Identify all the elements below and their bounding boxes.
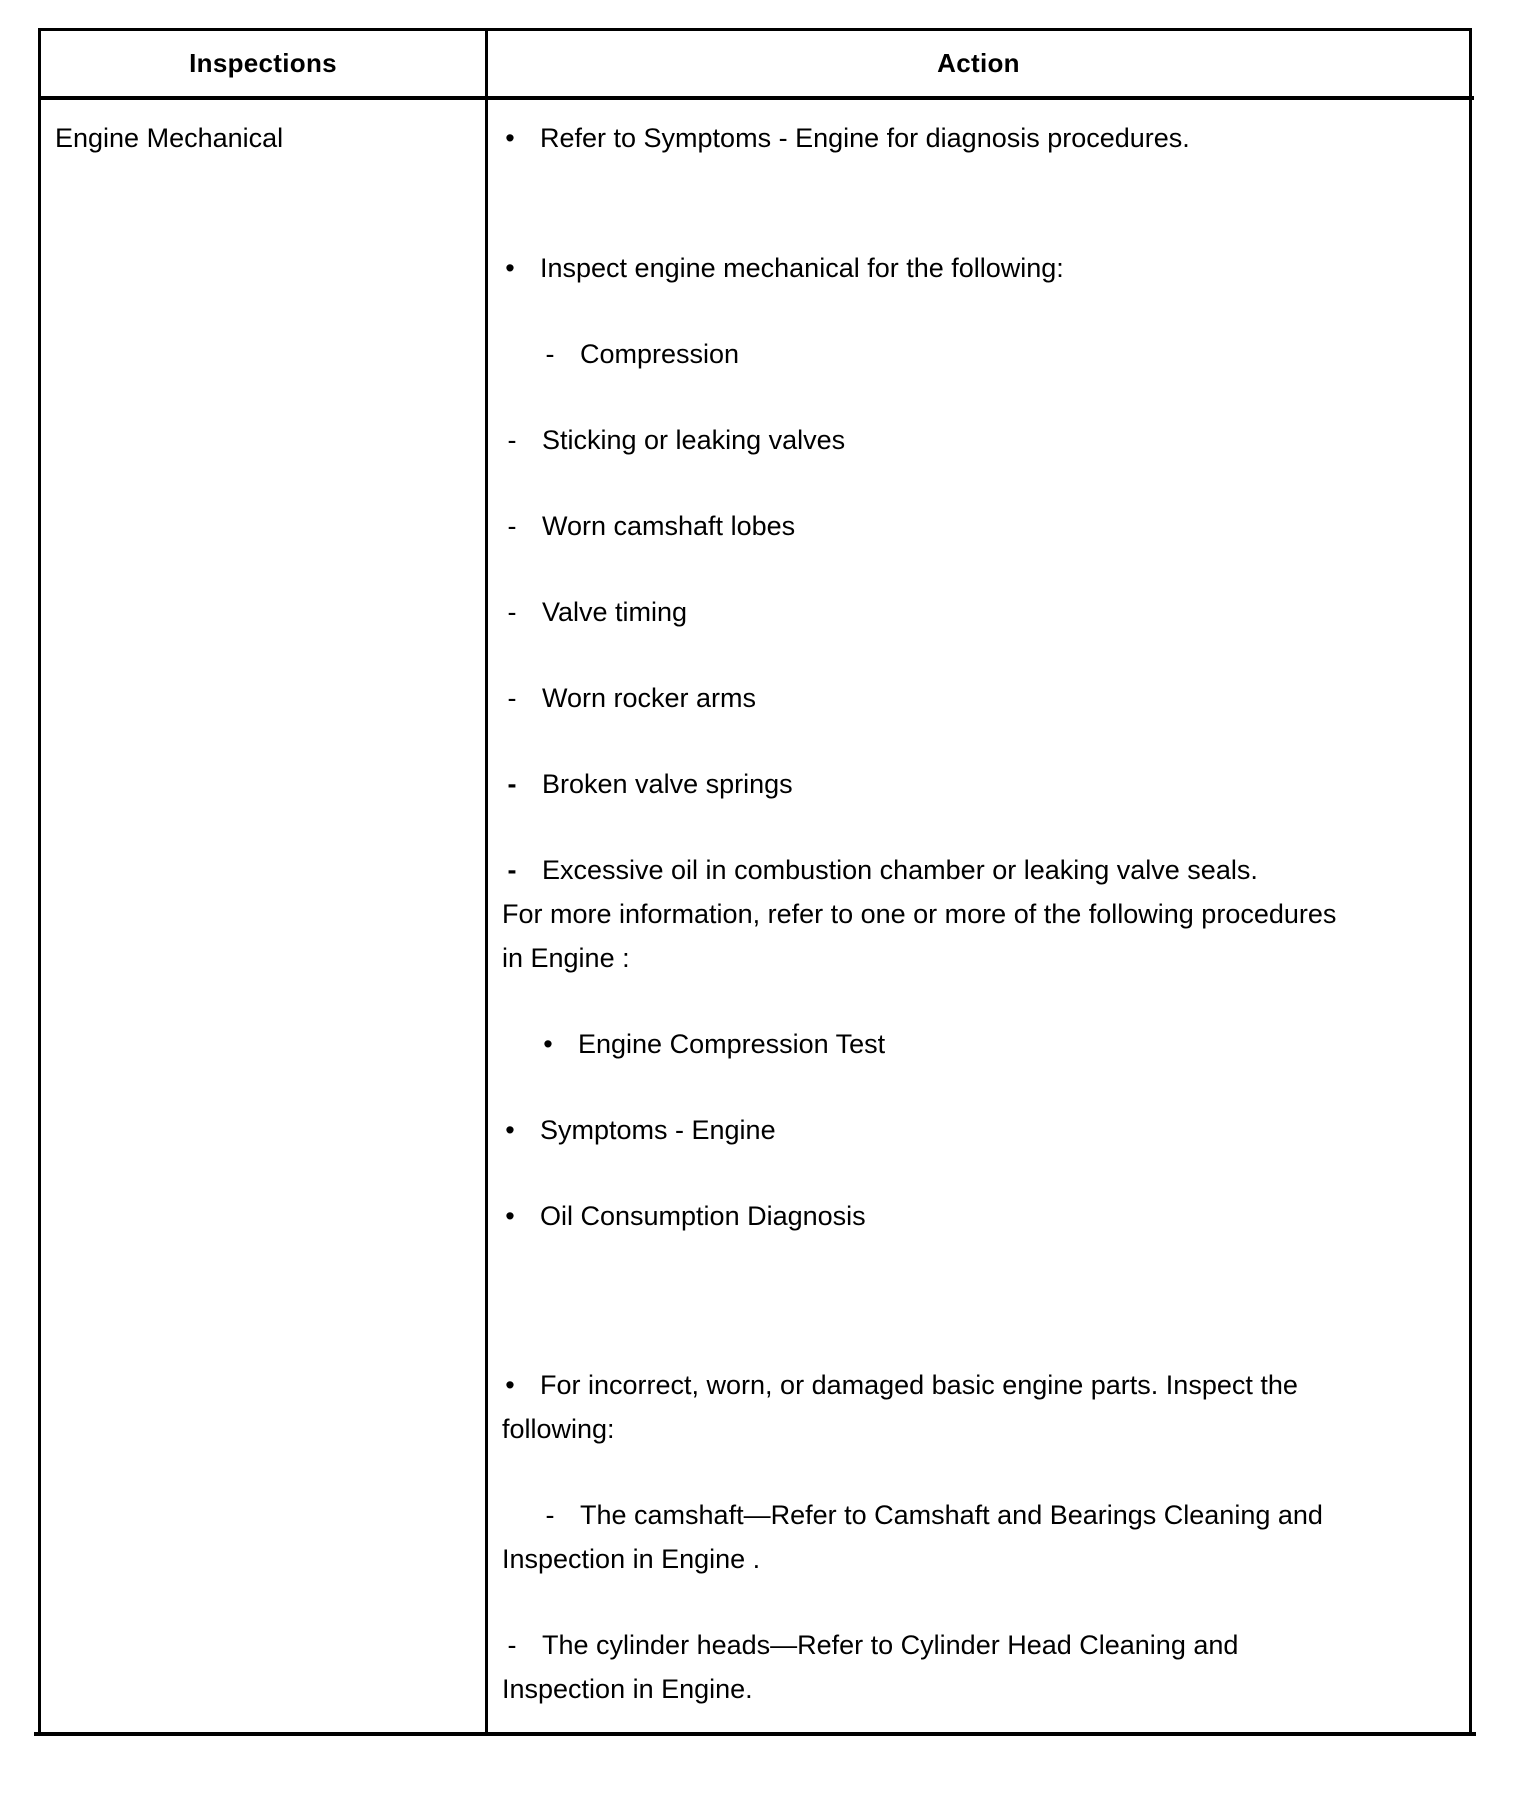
action-text: Worn camshaft lobes [542, 511, 796, 541]
action-text: Inspection in Engine . [502, 1544, 761, 1574]
action-text: Compression [580, 339, 740, 369]
action-text: Worn rocker arms [542, 683, 757, 713]
action-text: Valve timing [542, 597, 688, 627]
dash-marker: - [507, 425, 517, 455]
inspection-cell: Engine Mechanical [55, 123, 284, 153]
action-text: Oil Consumption Diagnosis [540, 1201, 866, 1231]
bullet-marker: • [505, 1115, 515, 1145]
header-inspections: Inspections [189, 48, 337, 78]
action-text: following: [502, 1414, 615, 1444]
action-text: Engine Compression Test [578, 1029, 886, 1059]
action-text: Inspection in Engine. [502, 1674, 753, 1704]
dash-marker: - [507, 1630, 517, 1660]
header-action: Action [937, 48, 1020, 78]
bullet-marker: • [505, 253, 515, 283]
action-text: Broken valve springs [542, 769, 793, 799]
dash-marker: - [545, 339, 555, 369]
table-border-bottom [34, 1732, 1476, 1736]
dash-marker: - [507, 511, 517, 541]
table-border-left [38, 28, 41, 1736]
dash-marker: - [507, 769, 517, 799]
action-text: Sticking or leaking valves [542, 425, 846, 455]
table-border-right [1469, 28, 1472, 1736]
action-text: For incorrect, worn, or damaged basic engine parts. Inspect the [540, 1370, 1298, 1400]
bullet-marker: • [505, 123, 515, 153]
bullet-marker: • [505, 1201, 515, 1231]
action-text: Inspect engine mechanical for the following: [540, 253, 1064, 283]
column-divider [485, 28, 488, 1736]
inspection-table [38, 28, 1474, 1738]
dash-marker: - [545, 1500, 555, 1530]
action-text: The cylinder heads—Refer to Cylinder Head Cleaning and [542, 1630, 1239, 1660]
action-text: The camshaft—Refer to Camshaft and Bearings Cleaning and [580, 1500, 1323, 1530]
action-text: For more information, refer to one or more of the following procedures [502, 899, 1337, 929]
action-text: Refer to Symptoms - Engine for diagnosis procedures. [540, 123, 1190, 153]
dash-marker: - [507, 855, 517, 885]
dash-marker: - [507, 683, 517, 713]
bullet-marker: • [543, 1029, 553, 1059]
dash-marker: - [507, 597, 517, 627]
action-text: Symptoms - Engine [540, 1115, 776, 1145]
action-text: in Engine : [502, 943, 630, 973]
bullet-marker: • [505, 1370, 515, 1400]
action-text: Excessive oil in combustion chamber or leaking valve seals. [542, 855, 1258, 885]
